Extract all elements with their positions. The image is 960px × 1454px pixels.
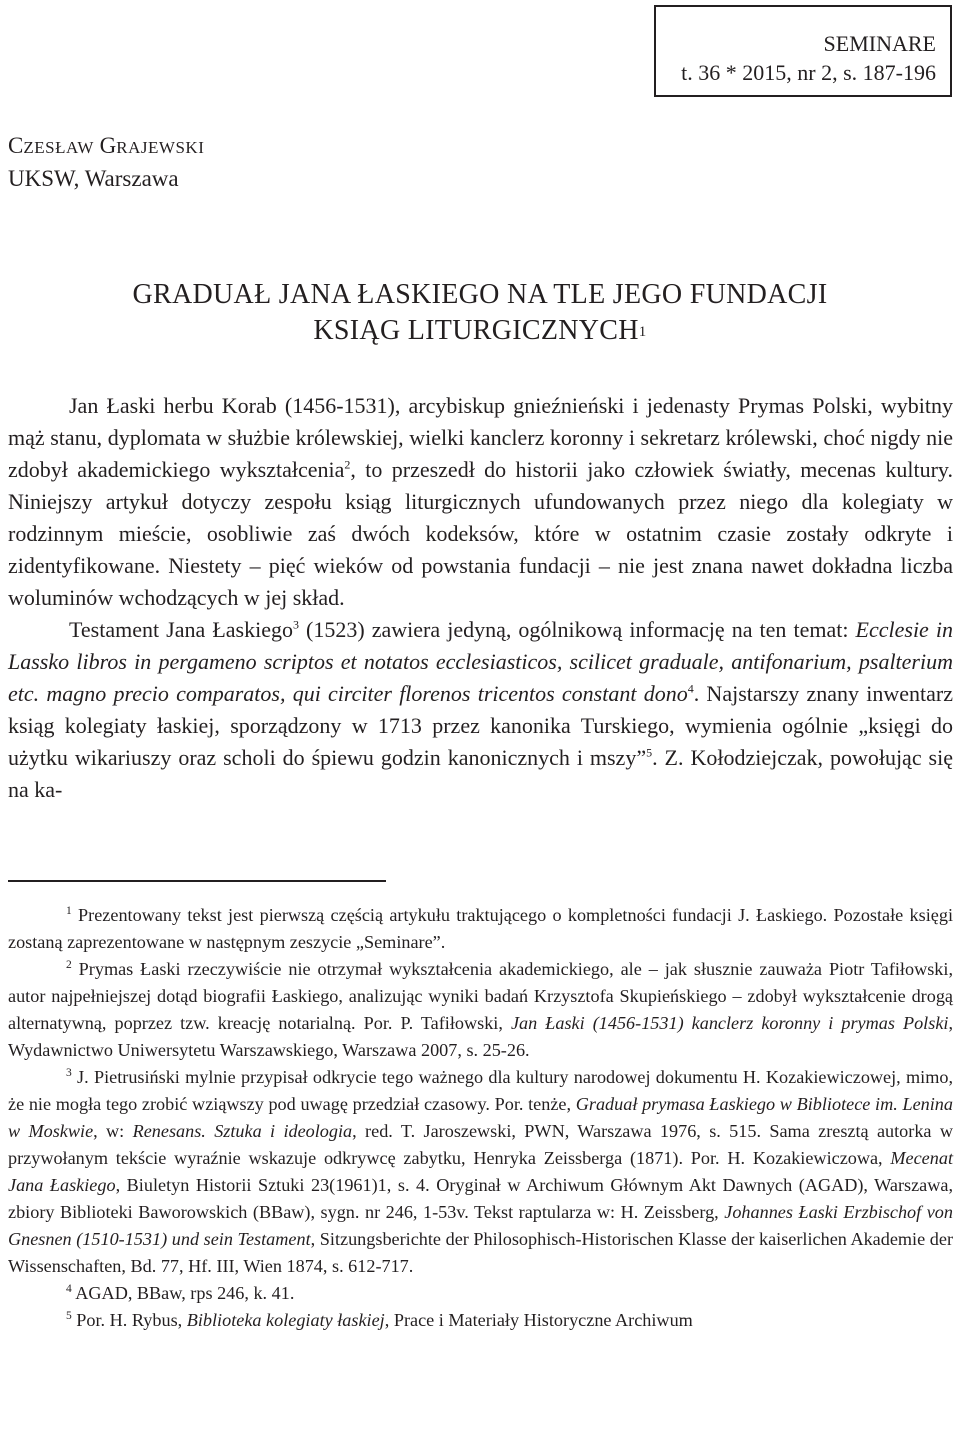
body-paragraph-2 [8, 614, 953, 806]
footnote-text: , Biuletyn Historii Sztuki 23(1961)1, s. 4. Oryginał w Archiwum Głównym Akt Dawnych (AGAD), Warszawa, zbiory Biblioteki Baworowskich (BBaw), sygn. nr 246, 1-53v. Tekst raptularza w: H. Zeissberg, [8, 1175, 953, 1222]
body-paragraph-1 [8, 390, 953, 614]
author-affiliation: UKSW, Warszawa [8, 166, 179, 191]
footnote-text: Prezentowany tekst jest pierwszą częścią artykułu traktującego o kompletności fundacji J. Łaskiego. Pozostałe księgi zostaną zaprezentowane w następnym zeszycie „Seminare”. [8, 905, 953, 952]
footnote-italic-title: Mecenat Jana Łaskiego [8, 1148, 953, 1195]
footnote-ref-2: 2 [344, 457, 351, 472]
footnote-1 [8, 902, 953, 956]
footnote-number: 2 [66, 958, 72, 971]
footnote-5 [8, 1307, 953, 1334]
p2-text-b: (1523) zawiera jedyną, ogólnikową informację na ten temat: [298, 617, 856, 642]
footnote-text: , Sitzungsberichte der Philosophisch-Historischen Klasse der kaiserlichen Akademie der Wissenschaften, Bd. 77, Hf. III, Wien 1874, s. 612-717. [8, 1229, 954, 1276]
author-first-rest: ZESŁAW [23, 138, 94, 157]
p1-text-a: Jan Łaski herbu Korab (1456-1531), arcybiskup gnieźnieński i jedenasty Prymas Polski, wybitny mąż stanu, dyplomata w służbie królewskiej, wielki kanclerz koronny i sekretarz królewski, choć nigdy nie zdobył akademickiego wykształcenia [8, 393, 953, 482]
footnote-3 [8, 1064, 953, 1280]
footnote-number: 5 [66, 1309, 72, 1322]
footnote-text: Por. H. Rybus, [71, 1310, 187, 1330]
footnote-2 [8, 956, 953, 1064]
footnote-italic-title: Graduał prymasa Łaskiego w Bibliotece im. Lenina w Moskwie [8, 1094, 953, 1141]
p2-text-a: Testament Jana Łaskiego [69, 617, 293, 642]
footnote-italic-title: Johannes Łaski Erzbischof von Gnesnen (1510-1531) und sein Testament [8, 1202, 953, 1249]
footnote-text: , w: [93, 1121, 133, 1141]
footnote-ref-3: 3 [292, 617, 299, 632]
latin-quotation: Ecclesie in Lassko libros in pergameno scriptos et notatos ecclesiasticos, scilicet graduale, antifonarium, psalterium etc. magno precio comparatos, qui circiter florenos tricentos constant dono [8, 617, 953, 706]
article-body [8, 390, 953, 806]
author-name [8, 130, 204, 164]
footnote-4 [8, 1280, 953, 1307]
footnote-number: 1 [66, 904, 72, 917]
article-title-line-2 [0, 313, 960, 349]
article-title-text-2: KSIĄG LITURGICZNYCH [313, 315, 639, 346]
journal-issue: t. 36 * 2015, nr 2, s. 187-196 [681, 60, 936, 85]
journal-name: SEMINARE [823, 31, 936, 56]
footnote-italic-title: Renesans. Sztuka i ideologia [132, 1121, 353, 1141]
footnote-ref-4: 4 [687, 681, 694, 696]
footnote-text: , Prace i Materiały Historyczne Archiwum [384, 1310, 693, 1330]
footnote-separator [8, 880, 386, 882]
p2-text-c: . Najstarszy znany inwentarz ksiąg kolegiaty łaskiej, sporządzony w 1713 przez kanonika Turskiego, wymienia ogólnie „księgi do użytku wikariuszy oraz scholi do śpiewu godzin kanonicznych i mszy” [8, 681, 953, 770]
footnote-italic-title: Biblioteka kolegiaty łaskiej [186, 1310, 385, 1330]
p2-text-d: . Z. Kołodziejczak, powołując się na ka- [8, 745, 953, 802]
footnote-text: , red. T. Jaroszewski, PWN, Warszawa 1976, s. 515. Sama zresztą autorka w przywołanym tekście wyraźnie wskazuje odkrywcę zabytku, Henryka Zeissberga (1871). Por. H. Kozakiewiczowa, [8, 1121, 953, 1168]
author-first-initial: C [8, 133, 24, 158]
author-last-rest: RAJEWSKI [116, 138, 205, 157]
footnote-text: AGAD, BBaw, rps 246, k. 41. [71, 1283, 295, 1303]
author-last-initial: G [99, 133, 117, 158]
p1-text-b: , to przeszedł do historii jako człowiek światły, mecenas kultury. Niniejszy artykuł dotyczy zespołu ksiąg liturgicznych ufundowanych przez niego dla kolegiaty w rodzinnym mieście, osobliwie zaś dwóch kodeksów, które w ostatnim czasie zostały odkryte i zidentyfikowane. Niestety – pięć wieków od powstania fundacji – nie jest znana nawet dokładna liczba woluminów wchodzących w jej skład. [8, 457, 953, 610]
article-title-line-1: GRADUAŁ JANA ŁASKIEGO NA TLE JEGO FUNDACJI [132, 279, 828, 310]
journal-header-box [654, 5, 952, 97]
footnote-number: 3 [66, 1066, 72, 1079]
footnote-text: Prymas Łaski rzeczywiście nie otrzymał wykształcenia akademickiego, ale – jak słusznie zauważa Piotr Tafiłowski, autor najpełniejszej dotąd biografii Łaskiego, analizując wyniki badań Krzysztofa Skupieńskiego – zdobył wykształcenie drogą alternatywną, poprzez tzw. kreację notarialną. Por. P. Tafiłowski, [8, 959, 953, 1033]
footnote-number: 4 [66, 1282, 72, 1295]
footnotes [8, 902, 953, 1334]
footnote-italic-title: Jan Łaski (1456-1531) kanclerz koronny i prymas Polski [510, 1013, 949, 1033]
title-footnote-ref: 1 [638, 324, 647, 340]
footnote-ref-5: 5 [646, 745, 653, 760]
footnote-text: , Wydawnictwo Uniwersytetu Warszawskiego, Warszawa 2007, s. 25-26. [8, 1013, 953, 1060]
footnote-text: J. Pietrusiński mylnie przypisał odkrycie tego ważnego dla kultury narodowej dokumentu H. Kozakiewiczowej, mimo, że nie mogła tego zrobić wziąwszy pod uwagę przedział czasowy. Por. tenże, [8, 1067, 953, 1114]
